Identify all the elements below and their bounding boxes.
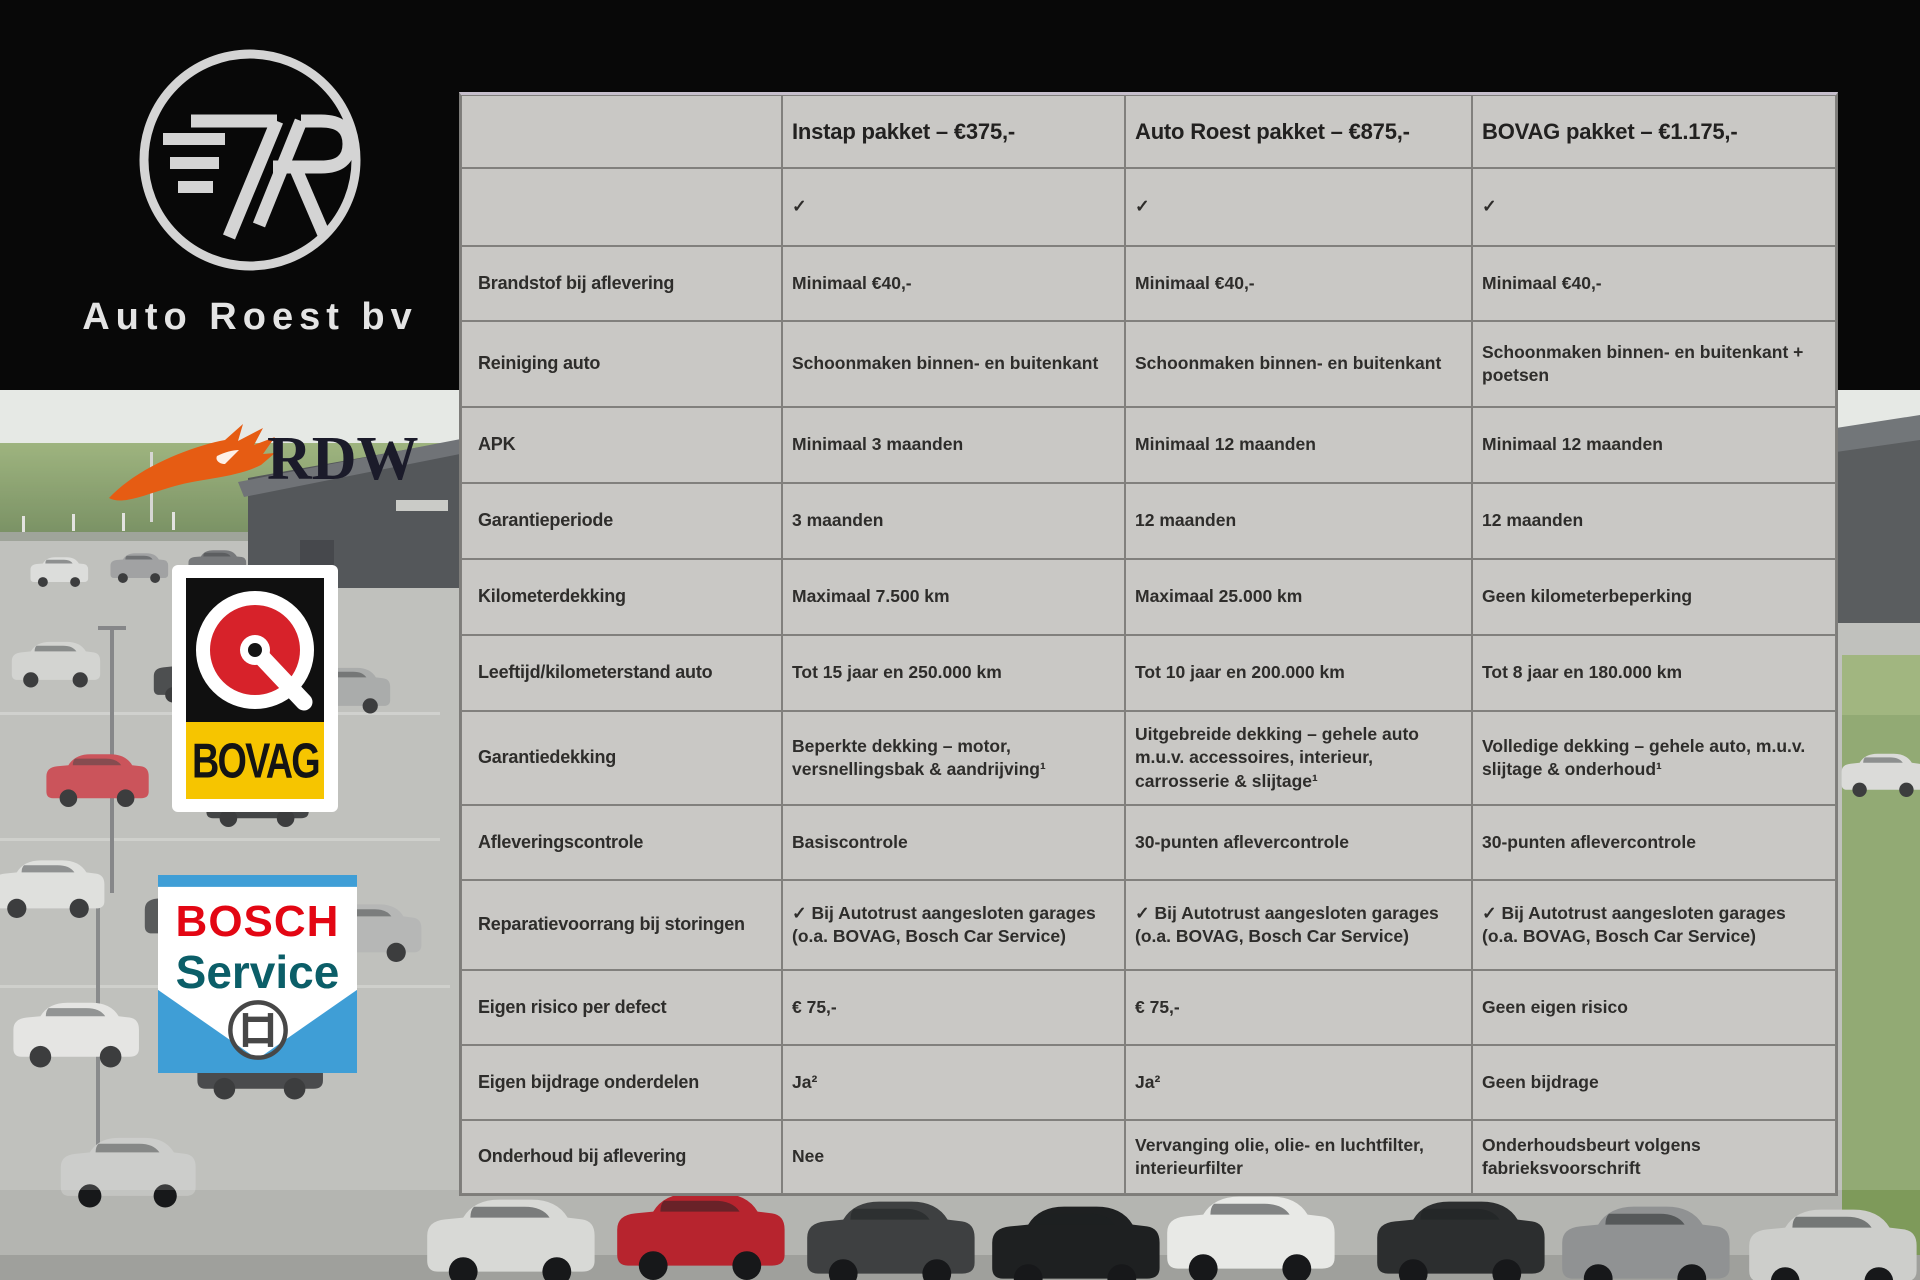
row-label <box>461 168 782 246</box>
row-label-eigen-bijdrage: Eigen bijdrage onderdelen <box>461 1045 782 1120</box>
column-header-instap-pakket: Instap pakket – €375,- <box>782 95 1125 168</box>
row-label-afleveringscontrole: Afleveringscontrole <box>461 805 782 880</box>
cell-value: ✓ Bij Autotrust aangesloten garages (o.a. BOVAG, Bosch Car Service) <box>1125 880 1472 970</box>
cell-value: Schoonmaken binnen- en buitenkant <box>1125 321 1472 407</box>
rdw-wing-icon <box>105 418 275 518</box>
cell-value: Uitgebreide dekking – gehele auto m.u.v. accessoires, interieur, carrosserie & slijtage¹ <box>1125 711 1472 805</box>
cell-value: Geen bijdrage <box>1472 1045 1836 1120</box>
rdw-label: RDW <box>267 425 419 493</box>
bosch-service-logo <box>158 875 357 1073</box>
cell-value: 12 maanden <box>1472 483 1836 559</box>
column-header-bovag-pakket: BOVAG pakket – €1.175,- <box>1472 95 1836 168</box>
cell-value: Maximaal 7.500 km <box>782 559 1125 635</box>
cell-value: Tot 15 jaar en 250.000 km <box>782 635 1125 711</box>
auto-roest-monogram-icon <box>125 35 375 285</box>
cell-value: Ja² <box>782 1045 1125 1120</box>
row-label-garantiedekking: Garantiedekking <box>461 711 782 805</box>
cell-value: € 75,- <box>1125 970 1472 1045</box>
cell-value: ✓ <box>1125 168 1472 246</box>
cell-value: Onderhoudsbeurt volgens fabrieksvoorschrift <box>1472 1120 1836 1194</box>
cell-value: Schoonmaken binnen- en buitenkant + poetsen <box>1472 321 1836 407</box>
cell-value: Minimaal €40,- <box>1125 246 1472 321</box>
cell-value: Schoonmaken binnen- en buitenkant <box>782 321 1125 407</box>
dealer-name: Auto Roest bv <box>82 296 418 338</box>
cell-value: Tot 8 jaar en 180.000 km <box>1472 635 1836 711</box>
bovag-label: BOVAG <box>191 732 319 788</box>
row-label-apk: APK <box>461 407 782 483</box>
cell-value: Geen eigen risico <box>1472 970 1836 1045</box>
auto-roest-logo <box>35 0 465 390</box>
row-label-kilometerdekking: Kilometerdekking <box>461 559 782 635</box>
cell-value: Minimaal 12 maanden <box>1125 407 1472 483</box>
cell-value: Nee <box>782 1120 1125 1194</box>
cell-value: Volledige dekking – gehele auto, m.u.v. slijtage & onderhoud¹ <box>1472 711 1836 805</box>
cell-value: 30-punten aflevercontrole <box>1125 805 1472 880</box>
row-label-brandstof: Brandstof bij aflevering <box>461 246 782 321</box>
cell-value: € 75,- <box>782 970 1125 1045</box>
bovag-emblem-icon <box>186 578 324 724</box>
cell-value: Minimaal 3 maanden <box>782 407 1125 483</box>
column-header-auto-roest-pakket: Auto Roest pakket – €875,- <box>1125 95 1472 168</box>
cell-value: Ja² <box>1125 1045 1472 1120</box>
cell-value: ✓ Bij Autotrust aangesloten garages (o.a. BOVAG, Bosch Car Service) <box>1472 880 1836 970</box>
cell-value: ✓ <box>782 168 1125 246</box>
bovag-logo <box>172 565 338 812</box>
row-label-eigen-risico: Eigen risico per defect <box>461 970 782 1045</box>
bosch-label: BOSCH <box>175 897 340 946</box>
bovag-label-band <box>186 722 324 799</box>
package-comparison-table <box>459 92 1838 1196</box>
cell-value: Maximaal 25.000 km <box>1125 559 1472 635</box>
cell-value: Vervanging olie, olie- en luchtfilter, interieurfilter <box>1125 1120 1472 1194</box>
cell-value: 12 maanden <box>1125 483 1472 559</box>
row-label-reiniging: Reiniging auto <box>461 321 782 407</box>
row-label-leeftijd: Leeftijd/kilometerstand auto <box>461 635 782 711</box>
cell-value: ✓ Bij Autotrust aangesloten garages (o.a. BOVAG, Bosch Car Service) <box>782 880 1125 970</box>
cell-value: ✓ <box>1472 168 1836 246</box>
bosch-service-label: Service <box>175 946 340 998</box>
cell-value: Minimaal €40,- <box>1472 246 1836 321</box>
cell-value: Minimaal 12 maanden <box>1472 407 1836 483</box>
rdw-logo <box>105 418 419 523</box>
cell-value: Minimaal €40,- <box>782 246 1125 321</box>
row-label-garantieperiode: Garantieperiode <box>461 483 782 559</box>
cell-value: 30-punten aflevercontrole <box>1472 805 1836 880</box>
column-header-features <box>461 95 782 168</box>
row-label-onderhoud: Onderhoud bij aflevering <box>461 1120 782 1194</box>
cell-value: Tot 10 jaar en 200.000 km <box>1125 635 1472 711</box>
cell-value: Basiscontrole <box>782 805 1125 880</box>
cell-value: 3 maanden <box>782 483 1125 559</box>
bosch-armature-icon <box>158 997 357 1068</box>
cell-value: Geen kilometerbeperking <box>1472 559 1836 635</box>
cell-value: Beperkte dekking – motor, versnellingsbak & aandrijving¹ <box>782 711 1125 805</box>
row-label-reparatievoorrang: Reparatievoorrang bij storingen <box>461 880 782 970</box>
